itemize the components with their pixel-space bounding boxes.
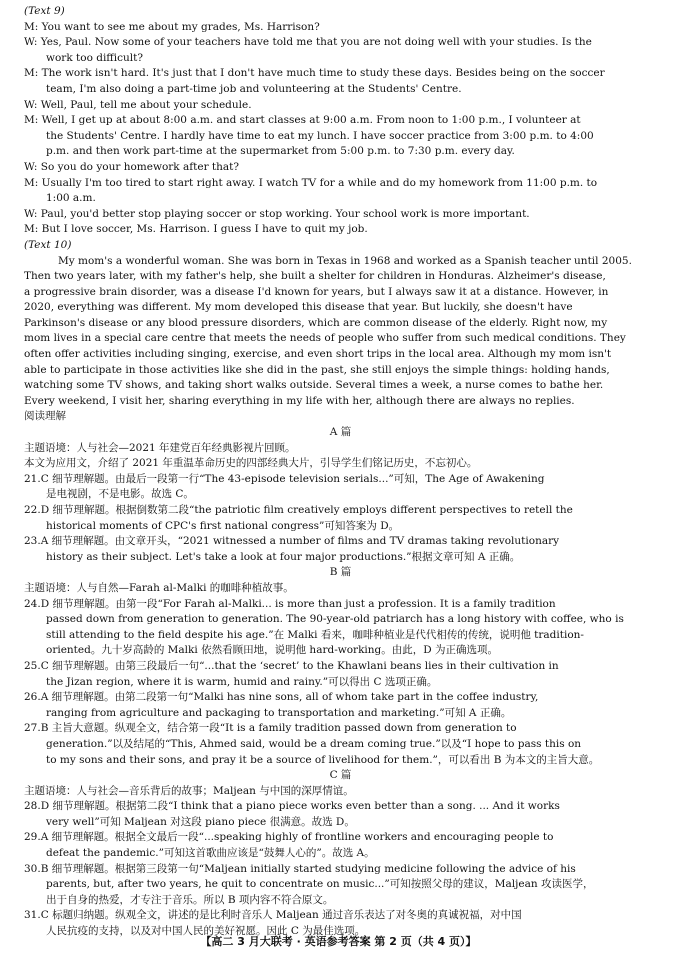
answer-line: history as their subject. Let's take a look at four major productions.”根据文章可知 A 正确。 [46,550,521,563]
answer-line: 28.D 细节理解题。根据第二段“I think that a piano piece works even better than a song. ... And it works [24,800,560,813]
dialogue-line: W: Well, Paul, tell me about your schedule. [24,98,252,111]
passage-line: Then two years later, with my father's help, she built a shelter for children in Honduras. Alzheimer's disease, [24,270,606,283]
answer-line: defeat the pandemic.”可知这首歌曲应该是“鼓舞人心的”。故选 A。 [46,847,375,860]
part-c-heading: C 篇 [329,769,352,782]
answer-line: 22.D 细节理解题。根据倒数第二段“the patriotic film creatively employs different perspectives to retell the [24,504,573,516]
answer-line: 31.C 标题归纳题。纵观全文，讲述的是比利时音乐人 Maljean 通过音乐表达了对冬奥的真诚祝福，对中国 [24,909,522,922]
passage-line: a progressive brain disorder, was a disease I'd known for years, but I always saw it at a distance. However, in [24,285,609,298]
theme-line: 主题语境：人与自然—Farah al-Malki 的咖啡种植故事。 [24,581,294,594]
passage-line: Every weekend, I visit her, sharing everything in my life with her, although there are always no replies. [24,394,575,407]
passage-line: mom lives in a special care centre that meets the needs of people who suffer from such medical conditions. They [24,332,626,345]
answer-line: 25.C 细节理解题。由第三段最后一句“...that the ‘secret’ to the Khawlani beans lies in their cultivation in [24,659,559,672]
answer-line: oriented。九十岁高龄的 Malki 依然看顾田地，说明他 hard-working。由此，D 为正确选项。 [46,644,499,657]
answer-line: historical moments of CPC's first national congress”可知答案为 D。 [46,519,400,532]
dialogue-line: M: But I love soccer, Ms. Harrison. I guess I have to quit my job. [24,223,368,236]
answer-line: very well”可知 Maljean 对这段 piano piece 很满意。故选 D。 [46,815,355,828]
answer-line: 26.A 细节理解题。由第二段第一句“Malki has nine sons, all of whom take part in the coffee industry, [24,691,539,704]
dialogue-line: work too difficult? [46,51,143,64]
section-title-reading: 阅读理解 [24,410,66,423]
page-footer: 【高二 3 月大联考 · 英语参考答案 第 2 页（共 4 页）】 [200,935,477,948]
answer-line: 30.B 细节理解题。根据第三段第一句“Maljean initially started studying medicine following the advice of his [24,862,576,875]
dialogue-line: M: Usually I'm too tired to start right away. I watch TV for a while and do my homework from 11:00 p.m. to [24,176,598,189]
theme-line: 主题语境：人与社会—2021 年建党百年经典影视片回顾。 [24,441,296,454]
answer-line: 出于自身的热爱，才专注于音乐。所以 B 项内容不符合原文。 [46,893,334,906]
passage-line: Parkinson's disease or any blood pressure disorders, which are common disease of the elderly. Right now, my [24,316,608,329]
dialogue-line: M: The work isn't hard. It's just that I don't have much time to study these days. Besides being on the soccer [24,67,605,80]
dialogue-line: M: You want to see me about my grades, Ms. Harrison? [24,20,320,33]
answer-line: ranging from agriculture and packaging to transportation and marketing.”可知 A 正确。 [46,706,512,719]
dialogue-line: W: So you do your homework after that? [24,160,240,173]
dialogue-line: W: Paul, you'd better stop playing soccer or stop working. Your school work is more important. [24,207,530,220]
passage-line: 2020, everything was different. My mom developed this disease that year. But luckily, she doesn't have [24,301,573,314]
answer-line: parents, but, after two years, he quit to concentrate on music...”可知按照父母的建议，Maljean 攻读医学， [46,878,594,891]
answer-line: passed down from generation to generation. The 90-year-old patriarch has a long history with coffee, who is [46,613,624,626]
theme-line: 主题语境：人与社会—音乐背后的故事；Maljean 与中国的深厚情谊。 [24,784,354,797]
answer-line: to my sons and their sons, and pray it be a source of livelihood for them.”，可以看出 B 为本文的主旨大意。 [46,753,600,766]
passage-line: My mom's a wonderful woman. She was born in Texas in 1968 and worked as a Spanish teacher until 2005. [58,254,632,267]
answer-line: 21.C 细节理解题。由最后一段第一行“The 43-episode television serials...”可知，The Age of Awakening [24,472,545,485]
text10-heading: (Text 10) [24,238,72,251]
part-a-heading: A 篇 [329,426,352,439]
summary-line: 本文为应用文，介绍了 2021 年重温革命历史的四部经典大片，引导学生们铭记历史，不忘初心。 [24,457,478,470]
dialogue-line: W: Yes, Paul. Now some of your teachers have told me that you are not doing well with your studies. Is the [24,36,592,49]
part-b-heading: B 篇 [329,566,352,579]
answer-line: 24.D 细节理解题。由第一段“For Farah al-Malki... is more than just a profession. It is a family tradition [24,597,556,610]
dialogue-line: 1:00 a.m. [46,192,96,205]
answer-line: 27.B 主旨大意题。纵观全文，结合第一段“It is a family tradition passed down from generation to [24,722,517,735]
text9-heading: (Text 9) [24,5,65,17]
passage-line: often offer activities including singing, exercise, and even short trips in the local area. Although my mom isn't [24,348,612,361]
dialogue-line: p.m. and then work part-time at the supermarket from 5:00 p.m. to 7:30 p.m. every day. [46,145,515,158]
answer-line: the Jizan region, where it is warm, humid and rainy.”可以得出 C 选项正确。 [46,675,438,688]
dialogue-line: team, I'm also doing a part-time job and volunteering at the Students' Centre. [46,82,462,95]
answer-line: generation.”以及结尾的“This, Ahmed said, would be a dream coming true.”以及“I hope to pass this on [46,737,582,750]
passage-line: able to participate in those activities like she did in the past, she still enjoys the simple things: holding hands, [24,363,610,376]
answer-line: still attending to the field despite his age.”在 Malki 看来，咖啡种植业是代代相传的传统，说明他 tradition- [46,628,584,641]
answer-line: 23.A 细节理解题。由文章开头，“2021 witnessed a number of films and TV dramas taking revolutionary [24,535,560,548]
answer-line: 是电视剧，不是电影。故选 C。 [46,488,194,501]
dialogue-line: the Students' Centre. I hardly have time to eat my lunch. I have soccer practice from 3:00 p.m. to 4:00 [46,129,594,142]
answer-line: 29.A 细节理解题。根据全文最后一段“...speaking highly of frontline workers and encouraging people to [24,831,554,844]
answer-line: 人民抗疫的支持，以及对中国人民的美好祝愿。因此 C 为最佳选项。 [46,925,366,938]
dialogue-line: M: Well, I get up at about 8:00 a.m. and start classes at 9:00 a.m. From noon to 1:00 p.m., I volunteer at [24,114,581,127]
passage-line: watching some TV shows, and taking short walks outside. Several times a week, a nurse comes to bathe her. [24,379,604,392]
